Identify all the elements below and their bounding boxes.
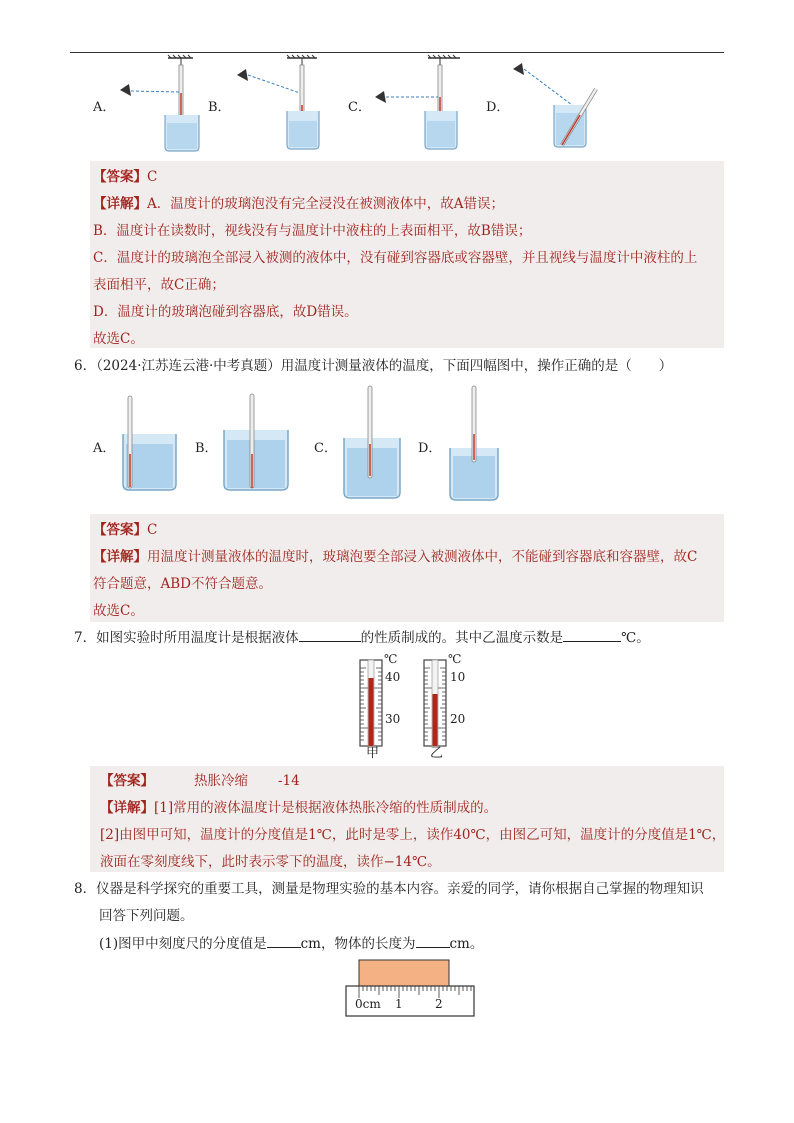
- q7-text-b: 的性质制成的。其中乙温度示数是: [360, 630, 564, 646]
- q6-figure-d: [444, 384, 514, 504]
- q7-jia-upper-tick: 40: [385, 670, 401, 684]
- q7-blank-2: [563, 640, 621, 642]
- q5-figure-b: [232, 55, 327, 155]
- q6-number: 6．: [74, 358, 97, 374]
- q7-jia-name: 甲: [366, 746, 380, 761]
- q5-detail-line-3: C．温度计的玻璃泡全部浸入被测的液体中，没有碰到容器底或容器壁，并且视线与温度计中液柱的上: [93, 250, 698, 266]
- q7-blank-1: [299, 640, 361, 642]
- q6-option-b-label: B．: [195, 441, 218, 456]
- q7-detail-text-1: [1]常用的液体温度计是根据液体热胀冷缩的性质制成的。: [154, 800, 498, 816]
- q7-answer-2: -14: [278, 773, 300, 789]
- q6-detail-text-1: 用温度计测量液体的温度时，玻璃泡要全部浸入被测液体中，不能碰到容器底和容器壁，故C: [147, 549, 698, 565]
- q5-answer-tag: 【答案】: [93, 169, 147, 185]
- q5-detail-text-1: A．温度计的玻璃泡没有完全浸没在被测液体中，故A错误；: [147, 196, 504, 212]
- q8-sub1-text-b: cm，物体的长度为: [300, 936, 416, 952]
- q5-detail-line-2: B．温度计在读数时，视线没有与温度计中液柱的上表面相平，故B错误；: [93, 223, 532, 239]
- header-rule: [70, 52, 724, 53]
- q6-question: [74, 354, 672, 374]
- q7-detail-line-2: [2]由图甲可知，温度计的分度值是1℃，此时是零上，读作40℃，由图乙可知，温度计的分度值是1℃，: [100, 827, 726, 843]
- q5-option-d-label: D．: [486, 100, 510, 115]
- q8-blank-2: [416, 946, 450, 948]
- q7-yi-name: 乙: [430, 746, 444, 761]
- q5-answer-value: C: [147, 169, 158, 185]
- q6-answer-line: [93, 518, 157, 538]
- q7-detail-line-1: [100, 796, 497, 816]
- q7-detail-line-3: 液面在零刻度线下，此时表示零下的温度，读作−14℃。: [100, 854, 441, 870]
- q5-answer-line: [93, 165, 157, 185]
- q6-option-c-label: C．: [314, 441, 337, 456]
- q7-number: 7．: [74, 630, 97, 646]
- q6-option-d-label: D．: [418, 441, 442, 456]
- q7-jia-lower-tick: 30: [385, 712, 401, 726]
- q8-ruler-label-1: 1: [395, 997, 403, 1011]
- q6-figure-a: [118, 392, 188, 502]
- q8-sub-question-1: [99, 932, 483, 952]
- q5-option-c-label: C．: [348, 100, 371, 115]
- q6-detail-tag: 【详解】: [93, 549, 147, 565]
- q8-sub1-text-a: (1)图甲中刻度尺的分度值是: [99, 936, 267, 952]
- q5-figure-d: [508, 55, 608, 155]
- q7-text-a: 如图实验时所用温度计是根据液体: [96, 630, 299, 646]
- q6-answer-tag: 【答案】: [93, 522, 147, 538]
- q5-detail-line-1: [93, 192, 504, 212]
- q7-question: [74, 626, 650, 646]
- q8-ruler-label-2: 2: [435, 997, 443, 1011]
- q5-detail-line-4: 表面相平，故C正确；: [93, 277, 225, 293]
- q6-answer-box: [90, 514, 724, 622]
- q8-question-line-2: 回答下列问题。: [99, 908, 194, 924]
- q7-text-c: ℃。: [621, 630, 650, 646]
- q7-yi-lower-tick: 20: [450, 712, 466, 726]
- q6-option-a-label: A．: [93, 441, 116, 456]
- q7-answer-1: 热胀冷缩: [194, 773, 248, 789]
- q5-figure-c: [370, 55, 470, 155]
- q6-final-line: 故选C。: [93, 603, 144, 619]
- q5-final-line: 故选C。: [93, 331, 144, 347]
- q8-sub1-text-c: cm。: [449, 936, 484, 952]
- q6-figure-b: [220, 390, 300, 500]
- q7-yi-upper-tick: 10: [450, 670, 466, 684]
- q6-answer-value: C: [147, 522, 158, 538]
- q6-text: （2024·江苏连云港·中考真题）用温度计测量液体的温度，下面四幅图中，操作正确的是（ ）: [96, 358, 673, 374]
- q8-number: 8．: [74, 881, 97, 897]
- q6-detail-line-1: [93, 545, 697, 565]
- q7-answer-line: [100, 769, 300, 789]
- q8-ruler-label-0: 0cm: [355, 997, 381, 1011]
- q7-jia-unit: ℃: [384, 652, 398, 666]
- q5-option-a-label: A．: [93, 100, 116, 115]
- q5-detail-tag: 【详解】: [93, 196, 147, 212]
- q6-detail-line-2: 符合题意，ABD不符合题意。: [93, 576, 272, 592]
- q7-detail-tag: 【详解】: [100, 800, 154, 816]
- q5-detail-line-5: D．温度计的玻璃泡碰到容器底，故D错误。: [93, 304, 358, 320]
- q8-blank-1: [267, 946, 301, 948]
- q5-option-b-label: B．: [208, 100, 231, 115]
- q8-question-line-1: [74, 877, 704, 897]
- q7-answer-tag: 【答案】: [100, 773, 154, 789]
- q6-figure-c: [340, 384, 410, 504]
- q8-text-line-1: 仪器是科学探究的重要工具，测量是物理实验的基本内容。亲爱的同学，请你根据自己掌握的物理知识: [96, 881, 704, 897]
- q7-yi-unit: ℃: [448, 652, 462, 666]
- q5-figure-a: [115, 55, 210, 155]
